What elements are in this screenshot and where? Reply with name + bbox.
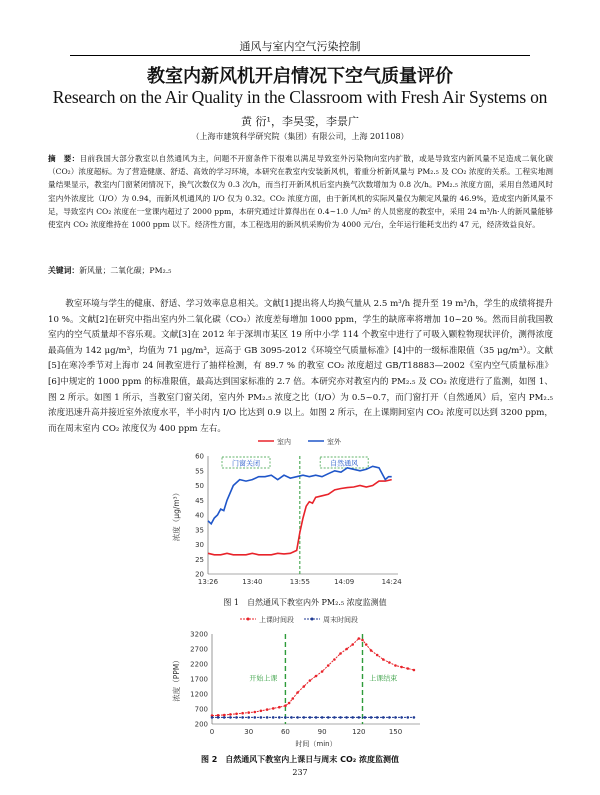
y-tick-label: 55: [195, 467, 204, 476]
data-point: [229, 713, 232, 716]
data-point: [241, 712, 244, 715]
figure-2-chart: [170, 612, 440, 755]
y-axis-label: 浓度（PPM）: [172, 656, 181, 702]
x-tick-label: 0: [209, 728, 215, 736]
data-point: [327, 664, 330, 667]
y-tick-label: 200: [194, 720, 208, 729]
y-tick-label: 60: [195, 452, 204, 461]
data-point: [321, 670, 324, 673]
keywords-text: 新风量；二氧化碳；PM₂.₅: [79, 266, 172, 275]
data-point: [394, 716, 397, 719]
data-point: [388, 716, 391, 719]
data-point: [247, 711, 250, 714]
x-tick-label: 14:09: [334, 578, 355, 586]
x-tick-label: 13:26: [197, 578, 219, 586]
y-tick-label: 25: [195, 555, 204, 564]
legend-marker-1: [311, 618, 314, 621]
annotation-label-0: 门窗关闭: [232, 459, 260, 468]
data-point: [365, 643, 368, 646]
data-point: [235, 713, 238, 716]
legend-marker-0: [247, 618, 250, 621]
x-tick-label: 13:55: [289, 578, 310, 586]
data-point: [266, 708, 269, 711]
data-point: [361, 639, 364, 642]
data-point: [292, 697, 295, 700]
data-point: [327, 716, 330, 719]
y-tick-label: 1200: [190, 690, 208, 699]
data-point: [217, 716, 220, 719]
data-point: [296, 691, 299, 694]
data-point: [339, 716, 342, 719]
data-point: [272, 707, 275, 710]
x-tick-label: 90: [317, 728, 327, 736]
data-point: [290, 716, 293, 719]
data-point: [229, 716, 232, 719]
y-tick-label: 50: [195, 482, 204, 490]
y-tick-label: 2700: [190, 645, 208, 654]
data-point: [303, 716, 306, 719]
data-point: [413, 669, 416, 672]
data-point: [333, 658, 336, 661]
data-point: [254, 716, 257, 719]
data-point: [351, 643, 354, 646]
data-point: [315, 675, 318, 678]
data-point: [358, 716, 361, 719]
data-point: [394, 664, 397, 667]
data-point: [382, 716, 385, 719]
data-point: [333, 716, 336, 719]
data-point: [303, 685, 306, 688]
y-tick-label: 1700: [190, 675, 208, 684]
data-point: [223, 716, 226, 719]
data-point: [260, 716, 263, 719]
title-english: Research on the Air Quality in the Classroom with Fresh Air Systems on: [52, 87, 548, 107]
data-point: [376, 716, 379, 719]
data-point: [296, 716, 299, 719]
data-point: [211, 716, 214, 719]
y-tick-label: 20: [195, 570, 204, 579]
affiliation: （上海市建筑科学研究院（集团）有限公司，上海 201108）: [191, 132, 409, 141]
abstract-label: 摘 要：: [48, 154, 80, 163]
data-point: [382, 658, 385, 661]
data-point: [223, 714, 226, 717]
data-point: [309, 679, 312, 682]
y-tick-label: 30: [195, 541, 204, 549]
data-point: [266, 716, 269, 719]
data-point: [254, 711, 257, 714]
annotation-label-0: 开始上课: [249, 674, 278, 683]
legend-label-0: 上课时间段: [259, 616, 294, 624]
data-point: [413, 716, 416, 719]
x-axis-label: 时间（min）: [295, 740, 337, 748]
data-point: [345, 716, 348, 719]
x-tick-label: 150: [388, 728, 403, 736]
x-tick-label: 30: [244, 728, 254, 736]
figure-2-caption: 图 2 自然通风下教室内上课日与周末 CO₂ 浓度监测值: [200, 755, 400, 764]
data-point: [345, 648, 348, 651]
keywords: [48, 265, 553, 276]
title-chinese: 教室内新风机开启情况下空气质量评价: [147, 66, 453, 87]
data-point: [388, 661, 391, 664]
legend-label-1: 室外: [327, 438, 341, 446]
data-point: [315, 716, 318, 719]
data-point: [241, 716, 244, 719]
data-point: [407, 667, 410, 670]
y-tick-label: 40: [195, 511, 204, 520]
data-point: [358, 637, 361, 640]
figure-1-caption: 图 1 自然通风下教室内外 PM₂.₅ 浓度监测值: [223, 598, 387, 607]
data-point: [309, 716, 312, 719]
data-point: [288, 702, 291, 705]
annotation-label-1: 上课结束: [369, 674, 398, 683]
abstract: [48, 152, 553, 231]
data-point: [339, 652, 342, 655]
legend-label-1: 周末时间段: [323, 616, 358, 624]
data-point: [400, 716, 403, 719]
data-point: [370, 649, 373, 652]
x-tick-label: 13:40: [242, 578, 263, 586]
y-axis-label: 浓度（μg/m³）: [172, 488, 181, 542]
series-line-outdoor: [208, 466, 392, 524]
data-point: [284, 716, 287, 719]
data-point: [400, 666, 403, 669]
annotation-label-1: 自然通风: [330, 459, 359, 468]
y-tick-label: 35: [195, 526, 204, 535]
data-point: [260, 710, 263, 713]
abstract-text: 目前我国大部分教室以自然通风为主，问题不开窗条件下很难以满足导致室外污染物向室内扩散，或是导致室内新风量不足造成二氧化碳（CO₂）浓度超标。为了营造健康、舒适、高效的学习环境，本研究在教室内安装新风机，着重分析新风量与 PM₂.₅ 及 CO₂ 浓度的关系。工程实地测量结果显示，教室内门窗紧闭情况下，换气次数仅为 0.3 次/h，而当打开新风机后室内换气次数增加为 0.8 次/h。PM₂.₅ 浓度方面，采用自然通风时室内外浓度比（I/O）为 0.94，而新风机通风的 I/O 仅为 0.32。CO₂ 浓度方面，由于新风机的实际风量仅为额定风量的 46.9%，造成室内新风量不足，导致室内 CO₂ 浓度在一堂课内超过了 2000 ppm，本研究通过计算得出在 0.4~1.0 人/m² 的人员密度的教室中，采用 24 m³/h·人的新风量能够使室内 CO₂ 浓度维持在 1000 ppm 以下。经济性方面，本工程选用的新风机采购价为 4000 元/台，全年运行能耗支出约 47 元，经济效益良好。: [48, 154, 554, 230]
y-tick-label: 2200: [190, 660, 208, 669]
figure-1-chart: [170, 434, 440, 596]
y-tick-label: 700: [194, 705, 208, 714]
data-point: [278, 716, 281, 719]
body-paragraph: 教室环境与学生的健康、舒适、学习效率息息相关。文献[1]提出将人均换气量从 2.5 m³/h 提升至 19 m³/h，学生的成绩将提升 10 %。文献[2]在研究中指出室内外二氧化碳（CO₂）浓度差每增加 1000 ppm，学生的缺席率将增加 10~20 %。然而目前我国教室内的空气质量却不容乐观。文献[3]在 2012 年于深圳市某区 19 所中小学 114 个教室中进行了可吸入颗粒物现状评价，测得浓度最高值为 142 μg/m³，均值为 71 μg/m³，远高于 GB 3095-2012《环境空气质量标准》[4]中的一级标准限值（35 μg/m³）。文献[5]在寒冷季节对上海市 24 间教室进行了抽样检测，有 89.7 % 的教室 CO₂ 浓度超过 GB/T18883—2002《室内空气质量标准》[6]中规定的 1000 ppm 的标准限值，最高达到国家标准的 2.7 倍。本研究亦对教室内的 PM₂.₅ 及 CO₂ 浓度进行了监测，如图 1、图 2 所示。如图 1 所示，当教室门窗关闭，室内外 PM₂.₅ 浓度之比（I/O）为 0.5~0.7，而门窗打开（自然通风）后，室内 PM₂.₅ 浓度迅速升高并接近室外浓度水平，半小时内 I/O 比达到 0.9 以上。如图 2 所示，在上课期间室内 CO₂ 浓度可以达到 3200 ppm，而在周末室内 CO₂ 浓度仅为 400 ppm 左右。: [48, 299, 553, 434]
x-tick-label: 60: [280, 728, 290, 736]
data-point: [284, 704, 287, 707]
data-point: [278, 706, 281, 709]
y-tick-label: 45: [195, 496, 204, 505]
data-point: [247, 716, 250, 719]
data-point: [376, 654, 379, 657]
data-point: [235, 716, 238, 719]
data-point: [364, 716, 367, 719]
page-number: 237: [292, 768, 308, 777]
header-rule: [70, 55, 530, 56]
keywords-label: 关键词：: [48, 266, 80, 275]
data-point: [272, 716, 275, 719]
legend-label-0: 室内: [277, 438, 291, 446]
x-tick-label: 120: [352, 728, 366, 736]
authors: 黄 衍¹，李昊雯，李景广: [241, 115, 359, 128]
data-point: [407, 716, 410, 719]
data-point: [321, 716, 324, 719]
data-point: [351, 716, 354, 719]
data-point: [370, 716, 373, 719]
x-tick-label: 14:24: [381, 578, 402, 586]
y-tick-label: 3200: [190, 630, 208, 639]
journal-header: 通风与室内空气污染控制: [239, 40, 361, 53]
